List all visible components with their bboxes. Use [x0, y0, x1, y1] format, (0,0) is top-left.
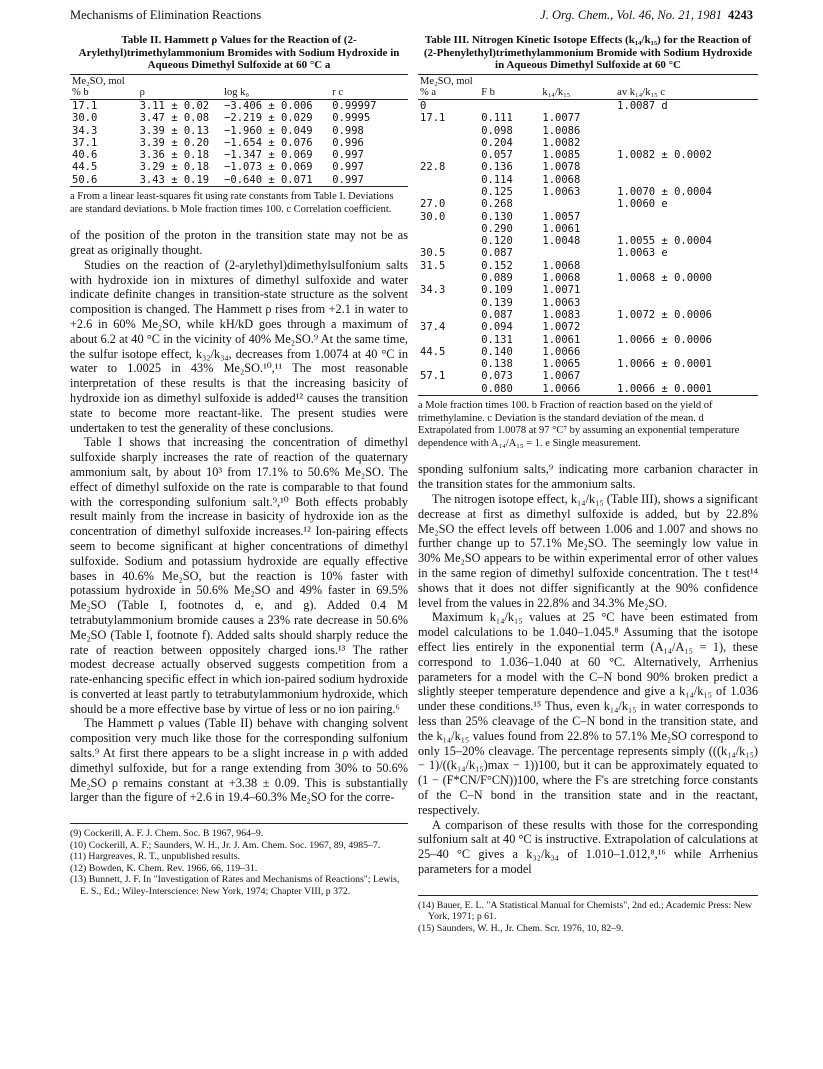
table-cell: 0.073	[481, 370, 513, 383]
table-cell: 0.997	[332, 161, 364, 174]
paragraph: Maximum k₁₄/k₁₅ values at 25 °C have been estimated from model calculations to be 1.040–1.045.⁸ Assuming that the isotope effect lies entirely in the exponential term (A₁₄/A₁₅ = 1), these correspond to 1.036–1.040 at 60 °C. Alternatively, Arrhenius parameters for a model with the C–N bond 90% broken predict a slightly steeper temperature dependence and give a k₁₄/k₁₅ of 1.036 under these conditions.¹⁵ Thus, even k₁₄/k₁₅ in water corresponds to less than 25% cleavage of the C–N bond in the transition state, and the k₁₄/k₁₅ values found from 22.8% to 57.1% Me₂SO correspond to only 15–20% cleavage. The percentage represents simply (((k₁₄/k₁₅) − 1)/((k₁₄/k₁₅)max − 1))100, but it can be approximately equated to (1 − (F*CN/F°CN))100, where the F's are stretching force constants of the C–N bond in the transition state and in the reactant, respectively.	[418, 610, 758, 817]
table-cell: 3.47 ± 0.08	[139, 112, 210, 125]
table-cell: 0.99997	[332, 99, 377, 112]
table-cell: 1.0066	[542, 382, 581, 395]
table2-header: ρ	[139, 86, 145, 98]
table-cell: 1.0063	[542, 296, 581, 309]
table-cell: 0.9995	[332, 112, 371, 125]
table3-footnote: a Mole fraction times 100. b Fraction of reaction based on the yield of trimethylamine. c Deviation is the standard deviation of the mean. d Extrapolated from 1.0078 at 97 °C⁷ by assuming an exponential temperature dependence with A₁₄/A₁₅ = 1. e Single measurement.	[418, 400, 740, 449]
table2-footnote: a From a linear least-squares fit using rate constants from Table I. Deviations are standard deviations. b Mole fraction times 100. c Correlation coefficient.	[70, 191, 394, 215]
paragraph: A comparison of these results with those for the corresponding sulfonium salt at 40 °C is instructive. Extrapolation of calculations at 25–40 °C gives a k₃₂/k₃₄ of 1.010–1.012,⁸,¹⁶ while Arrhenius parameters for a model	[418, 817, 758, 876]
table-row	[70, 149, 408, 161]
table-cell: 1.0078	[542, 161, 581, 174]
table-cell: 27.0	[420, 198, 446, 211]
table-row	[418, 247, 758, 259]
table-cell: 1.0063	[542, 186, 581, 198]
paragraph: The Hammett ρ values (Table II) behave with changing solvent composition very much like those for the corresponding sulfonium salts.⁹ At first there appears to be a slight increase in ρ with added dimethyl sulfoxide, but for a range extending from 30% to 50.6% Me₂SO ρ remains constant at +3.38 ± 0.09. This is substantially larger than the figure of +2.6 in 19.4–60.3% Me₂SO for the corre-	[70, 716, 408, 805]
table-cell: 0.136	[481, 161, 513, 174]
table-cell	[418, 149, 479, 161]
table-cell	[418, 223, 479, 235]
table-cell: 1.0060 e	[617, 198, 668, 211]
table-cell: 31.5	[420, 259, 446, 272]
table-cell: 40.6	[72, 149, 98, 162]
table-cell: 44.5	[72, 161, 98, 174]
table-cell: 0.204	[481, 136, 513, 149]
table-cell: 1.0068	[542, 173, 581, 186]
table-cell: 0.057	[481, 149, 513, 162]
table-row	[418, 346, 758, 358]
table-cell: −1.654 ± 0.076	[224, 136, 313, 149]
table-cell: 1.0067	[542, 370, 581, 383]
table-cell: −0.640 ± 0.071	[224, 173, 313, 186]
table-cell	[540, 99, 615, 112]
reference: (10) Cockerill, A. F.; Saunders, W. H., Jr. J. Am. Chem. Soc. 1967, 89, 4985–7.	[70, 839, 381, 851]
table2-header: log k₀	[224, 86, 250, 98]
table2-header: Me₂SO, mol % b	[72, 75, 125, 98]
table-cell: 3.43 ± 0.19	[139, 173, 210, 186]
table-cell	[540, 198, 615, 210]
table-cell: 0.996	[332, 136, 364, 149]
table-row	[418, 272, 758, 284]
table-row	[418, 211, 758, 223]
paragraph: sponding sulfonium salts,⁹ indicating more carbanion character in the transition states for the ammonium salts.	[418, 462, 758, 492]
table-row	[418, 309, 758, 321]
table-row	[418, 174, 758, 186]
table-cell: 37.1	[72, 136, 98, 149]
table-cell: 1.0061	[542, 222, 581, 235]
reference: (14) Bauer, E. L. "A Statistical Manual for Chemists", 2nd ed.; Academic Press: New York, 1971; p 61.	[418, 899, 753, 923]
table-cell: 17.1	[420, 112, 446, 125]
table-cell	[418, 235, 479, 247]
table-row	[418, 99, 758, 112]
table3-caption: Table III. Nitrogen Kinetic Isotope Effects (k₁₄/k₁₅) for the Reaction of (2-Phenylethyl)trimethylammonium Bromide with Sodium Hydroxide in Aqueous Dimethyl Sulfoxide at 60 °C	[423, 34, 753, 72]
table-cell	[418, 297, 479, 309]
table-cell: 0.152	[481, 259, 513, 272]
running-header-left: Mechanisms of Elimination Reactions	[70, 8, 262, 22]
table-cell: 1.0085	[542, 149, 581, 162]
table-cell: 1.0072 ± 0.0006	[617, 308, 712, 321]
table-cell: 0.997	[332, 173, 364, 186]
left-body-text	[70, 228, 408, 805]
table-cell	[418, 309, 479, 321]
table-cell: 1.0066 ± 0.0001	[617, 382, 712, 395]
table-cell: 0.098	[481, 124, 513, 137]
table-cell: 37.4	[420, 321, 446, 334]
left-references	[70, 823, 408, 897]
table3-header-row	[418, 74, 758, 99]
journal-citation: J. Org. Chem., Vol. 46, No. 21, 1981	[540, 8, 722, 22]
table-cell	[418, 186, 479, 198]
table-row	[418, 235, 758, 247]
paragraph: Studies on the reaction of (2-arylethyl)dimethylsulfonium salts with hydroxide ion in mixtures of dimethyl sulfoxide and water indicate definite changes in transition-state structure as the solvent composition is changed. The Hammett ρ rises from +2.1 in water to +2.6 in 60% Me₂SO, while kH/kD goes through a maximum of about 6.2 at 40 °C in the vicinity of 40% Me₂SO.⁹ At the same time, the sulfur isotope effect, k₃₂/k₃₄, decreases from 1.0074 at 40 °C in water to 1.0025 in 43% Me₂SO.¹⁰,¹¹ The most reasonable interpretation of these results is that the increasing basicity of hydroxide ion as dimethyl sulfoxide is added¹² causes the transition state to become more reactant-like. The present studies were undertaken to test the generality of these conclusions.	[70, 257, 408, 435]
table-row	[418, 358, 758, 370]
table-cell	[418, 272, 479, 284]
table-cell	[615, 223, 758, 235]
table-cell: −1.347 ± 0.069	[224, 149, 313, 162]
table-cell: 0.140	[481, 345, 513, 358]
table3-header: F b	[481, 86, 495, 98]
table-cell: 1.0066 ± 0.0006	[617, 333, 712, 346]
table-row	[418, 198, 758, 210]
table-cell: 1.0082 ± 0.0002	[617, 149, 712, 162]
table-cell	[615, 211, 758, 223]
right-body-text	[418, 462, 758, 876]
table-row	[418, 284, 758, 296]
table-cell: 57.1	[420, 370, 446, 383]
table-cell: 1.0071	[542, 284, 581, 297]
table-row	[70, 161, 408, 173]
table-cell: 0.998	[332, 124, 364, 137]
reference: (12) Bowden, K. Chem. Rev. 1966, 66, 119–31.	[70, 862, 258, 874]
table-cell: 0.111	[481, 112, 513, 125]
table-row	[70, 174, 408, 187]
table-cell: 1.0083	[542, 308, 581, 321]
table-row	[418, 223, 758, 235]
table-cell	[418, 125, 479, 137]
table-cell	[615, 297, 758, 309]
table-cell	[615, 321, 758, 333]
table3-header: Me₂SO, mol % a	[420, 75, 473, 98]
table-cell: 1.0048	[542, 235, 581, 248]
table-row	[418, 370, 758, 382]
table-cell: 34.3	[420, 284, 446, 297]
paragraph: Table I shows that increasing the concentration of dimethyl sulfoxide sharply increases the rate of reaction of the quaternary ammonium salt, by about 10³ from 17.1% to 50.6% Me₂SO. The effect of dimethyl sulfoxide on the rate is comparable to that found with the corresponding sulfonium salt.⁹,¹⁰ Both effects probably result mainly from the increase in basicity of hydroxide ion as the concentration of dimethyl sulfoxide increases.¹² Ion-pairing effects seem to become significant at higher concentrations of dimethyl sulfoxide. Sodium and potassium hydroxide are equally effective bases in 40.6% Me₂SO, but the reaction is 10% faster with potassium hydroxide in 50.6% Me₂SO and 49% faster in 69.5% Me₂SO (Table I, footnotes d, e, and g). Added 0.4 M tetrabutylammonium bromide causes a 23% rate decrease in 50.6% Me₂SO (Table I, footnote f). Added salts should sharply reduce the rate of reaction between oppositely charged ions.¹³ The rather modest decrease actually observed suggests competition from a rate-enhancing specific effect in which ion-paired sodium hydroxide is converted at least partly to tetrabutylammonium hydroxide, which should be a more effective base by virtue of less or no ion pairing.⁶	[70, 435, 408, 716]
table-cell: 3.29 ± 0.18	[139, 161, 210, 174]
table-cell	[615, 112, 758, 124]
left-column	[70, 34, 408, 897]
table-row	[418, 112, 758, 124]
table-row	[418, 149, 758, 161]
table-cell: 3.39 ± 0.13	[139, 124, 210, 137]
table-cell: −2.219 ± 0.029	[224, 112, 313, 125]
table-cell: 1.0068	[542, 259, 581, 272]
paragraph: of the position of the proton in the transition state may not be as great as originally thought.	[70, 228, 408, 257]
table-cell	[615, 137, 758, 149]
table-cell: 3.39 ± 0.20	[139, 136, 210, 149]
table-cell: 1.0057	[542, 210, 581, 223]
table-cell: 30.5	[420, 247, 446, 260]
paragraph: The nitrogen isotope effect, k₁₄/k₁₅ (Table III), shows a significant decrease at first as dimethyl sulfoxide is added, but by 22.8% Me₂SO the effect levels off between 1.006 and 1.007 and shows no further change up to 57.1% Me₂SO. The seemingly low value in 30% Me₂SO appears to be within experimental error of other values in the same region of dimethyl sulfoxide concentration. The t test¹⁴ shows that it does not differ significantly at the 90% confidence level from the values in 22.8% and 34.3% Me₂SO.	[418, 492, 758, 610]
table-row	[70, 99, 408, 112]
table-cell	[418, 137, 479, 149]
table-cell: 0.138	[481, 358, 513, 371]
right-references	[418, 895, 758, 935]
table-cell: 1.0055 ± 0.0004	[617, 235, 712, 248]
table-cell: −1.073 ± 0.069	[224, 161, 313, 174]
table2-caption: Table II. Hammett ρ Values for the Reaction of (2-Arylethyl)trimethylammonium Bromides with Sodium Hydroxide in Aqueous Dimethyl Sulfoxide at 60 °C a	[78, 34, 400, 72]
table-cell: 0.268	[481, 198, 513, 211]
table3	[418, 74, 758, 396]
table-cell	[418, 334, 479, 346]
table-row	[70, 112, 408, 124]
table-row	[418, 334, 758, 346]
table-cell: 1.0082	[542, 136, 581, 149]
table-cell: 44.5	[420, 345, 446, 358]
table-cell	[479, 99, 540, 112]
table-cell: 3.11 ± 0.02	[139, 99, 210, 112]
table-cell	[615, 284, 758, 296]
table-cell	[615, 174, 758, 186]
table-row	[418, 186, 758, 198]
table-cell	[615, 370, 758, 382]
table-cell: 1.0068 ± 0.0000	[617, 272, 712, 285]
table3-header: k₁₄/k₁₅	[542, 86, 571, 98]
reference: (9) Cockerill, A. F. J. Chem. Soc. B 1967, 964–9.	[70, 828, 264, 840]
reference: (15) Saunders, W. H., Jr. Chem. Scr. 1976, 10, 82–9.	[418, 922, 624, 934]
table2-header: r c	[332, 86, 344, 98]
table-cell: 17.1	[72, 99, 98, 112]
table-cell: 0.130	[481, 210, 513, 223]
table-row	[418, 137, 758, 149]
table-row	[418, 321, 758, 333]
table-cell: 1.0063 e	[617, 247, 668, 260]
table-cell: 1.0086	[542, 124, 581, 137]
table-cell: −1.960 ± 0.049	[224, 124, 313, 137]
table-row	[418, 383, 758, 396]
table-cell	[615, 161, 758, 173]
table-cell: 0.094	[481, 321, 513, 334]
table-cell: 1.0066	[542, 345, 581, 358]
table-cell: 1.0087 d	[617, 99, 668, 112]
table-cell: 1.0070 ± 0.0004	[617, 186, 712, 198]
table-cell	[615, 125, 758, 137]
table-cell: 1.0061	[542, 333, 581, 346]
table-cell: 0.089	[481, 272, 513, 285]
table-row	[418, 161, 758, 173]
reference: (13) Bunnett, J. F. In "Investigation of Rates and Mechanisms of Reactions"; Lewis, E. S., Ed.; Wiley-Interscience: New York, 1974; Chapter VIII, p 372.	[70, 874, 400, 897]
table2	[70, 74, 408, 187]
table-cell: 0.139	[481, 296, 513, 309]
table-row	[418, 297, 758, 309]
table-cell: 1.0077	[542, 112, 581, 125]
table-cell: 0.290	[481, 222, 513, 235]
table-row	[70, 137, 408, 149]
table-cell: 3.36 ± 0.18	[139, 149, 210, 162]
table-cell	[540, 247, 615, 259]
page-number: 4243	[728, 8, 753, 22]
table-cell	[418, 383, 479, 396]
reference: (11) Hargreaves, R. T., unpublished results.	[70, 851, 240, 863]
table-cell	[418, 174, 479, 186]
right-column	[418, 34, 758, 934]
table-cell: 34.3	[72, 124, 98, 137]
table3-header: av k₁₄/k₁₅ c	[617, 86, 666, 98]
table-cell: 1.0072	[542, 321, 581, 334]
table-cell: 50.6	[72, 173, 98, 186]
table-cell: 0.997	[332, 149, 364, 162]
table-cell	[418, 358, 479, 370]
table-cell: 30.0	[72, 112, 98, 125]
table-row	[418, 260, 758, 272]
table-row	[418, 125, 758, 137]
table-cell: 22.8	[420, 161, 446, 174]
table-cell: 0.087	[481, 308, 513, 321]
table-cell: 30.0	[420, 210, 446, 223]
table-cell: 0.114	[481, 173, 513, 186]
table-cell: −3.406 ± 0.006	[224, 99, 313, 112]
table-cell: 0.125	[481, 186, 513, 198]
table-cell: 0.120	[481, 235, 513, 248]
table-cell: 0.131	[481, 333, 513, 346]
table-cell: 1.0066 ± 0.0001	[617, 358, 712, 371]
table-cell: 1.0068	[542, 272, 581, 285]
table-cell: 0.087	[481, 247, 513, 260]
table-cell: 0	[420, 99, 427, 112]
table-cell	[615, 346, 758, 358]
table-cell: 0.080	[481, 382, 513, 395]
table-cell: 1.0065	[542, 358, 581, 371]
running-header-right	[540, 8, 753, 23]
table2-header-row	[70, 74, 408, 99]
table-row	[70, 125, 408, 137]
table-cell	[615, 260, 758, 272]
table-cell: 0.109	[481, 284, 513, 297]
